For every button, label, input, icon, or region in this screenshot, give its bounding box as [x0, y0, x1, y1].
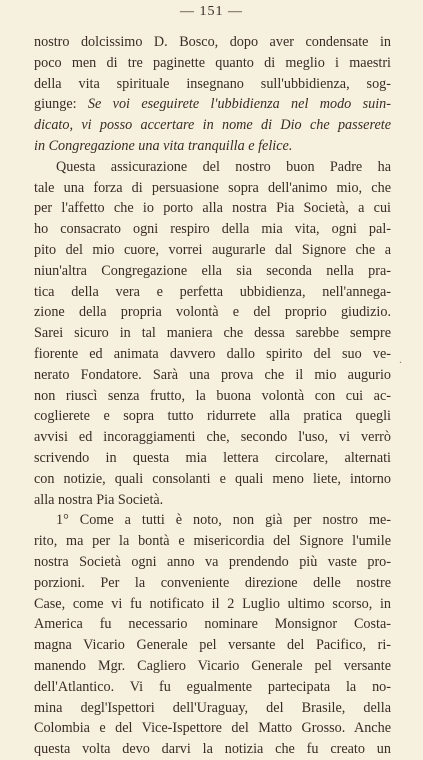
- text-line: per l'affetto che io porto alla nostra Pia Società, a cui: [34, 200, 391, 217]
- text-line: avvisi ed incoraggiamenti che, secondo l'uso, vi verrò: [34, 429, 391, 446]
- text-line: questa volta devo darvi la notizia che fu creato un: [34, 741, 391, 758]
- margin-mark: .: [399, 352, 402, 366]
- text-line: manendo Mgr. Cagliero Vicario Generale pel versante: [34, 657, 391, 674]
- text-line: con notizie, quali consolanti e quali meno liete, intorno: [34, 470, 391, 487]
- text-line: Questa assicurazione del nostro buon Padre ha: [56, 158, 391, 175]
- text-run: giunge:: [34, 96, 77, 113]
- text-line: in Congregazione una vita tranquilla e felice.: [34, 137, 293, 154]
- text-line: nostro dolcissimo D. Bosco, dopo aver condensate in: [34, 34, 391, 50]
- text-line: scrivendo in questa mia lettera circolare, alternati: [34, 449, 391, 466]
- text-line: mina degl'Ispettori dell'Uraguay, del Brasile, della: [34, 699, 391, 716]
- text-line: niun'altra Congregazione ella sia seconda nella pra-: [34, 262, 391, 279]
- text-line: fiorente ed animata davvero dallo spirito del suo ve-: [34, 345, 391, 362]
- text-line: nostra Società ogni anno va prendendo più vaste pro-: [34, 553, 391, 570]
- text-line: [34, 94, 391, 115]
- page-body-text: [34, 32, 391, 760]
- text-line: dicato, vi posso accertare in nome di Dio che passerete: [34, 117, 391, 134]
- text-line: America fu necessario nominare Monsignor Costa-: [34, 616, 391, 633]
- text-line: nerato Fondatore. Sarà una prova che il mio augurio: [34, 366, 391, 383]
- text-line: porzioni. Per la conveniente direzione delle nostre: [34, 574, 391, 591]
- text-line: ho consacrato ogni respiro della mia vita, ogni pal-: [34, 221, 391, 238]
- text-line: tica della vera e perfetta ubbidienza, nell'annega-: [34, 283, 391, 300]
- text-line: alla nostra Pia Società.: [34, 491, 164, 508]
- text-line: Colombia e del Vice-Ispettore del Matto Grosso. Anche: [34, 720, 391, 737]
- text-line: dell'Atlantico. Vi fu egualmente partecipata la no-: [34, 678, 391, 695]
- text-line: rito, ma per la bontà e misericordia del Signore l'umile: [34, 533, 391, 550]
- text-line: magna Vicario Generale pel versante del Pacifico, ri-: [34, 637, 391, 654]
- text-line: Case, come vi fu notificato il 2 Luglio ultimo scorso, in: [34, 595, 391, 612]
- text-line: tale una forza di persuasione sopra dell'animo mio, che: [34, 179, 391, 196]
- text-line: della vita spirituale insegnano sull'ubbidienza, sog-: [34, 75, 391, 92]
- text-line: non riuscì senza frutto, la buona volontà con cui ac-: [34, 387, 391, 404]
- text-line: Sarei sicuro in tal maniera che dessa sarebbe sempre: [34, 325, 391, 342]
- page-number: — 151 —: [180, 4, 243, 19]
- text-run-italic: Se voi eseguirete l'ubbidienza nel modo suin-: [76, 96, 391, 113]
- text-line: 1° Come a tutti è noto, non già per nostro me-: [56, 512, 391, 529]
- text-line: pito del mio cuore, vorrei augurarle dal Signore che a: [34, 241, 391, 258]
- text-line: poco men di tre paginette quanto di meglio i maestri: [34, 54, 391, 71]
- text-line: zione della propria volontà e del proprio giudizio.: [34, 304, 391, 321]
- text-line: coglierete e sopra tutto ridurrete alla pratica quegli: [34, 408, 391, 425]
